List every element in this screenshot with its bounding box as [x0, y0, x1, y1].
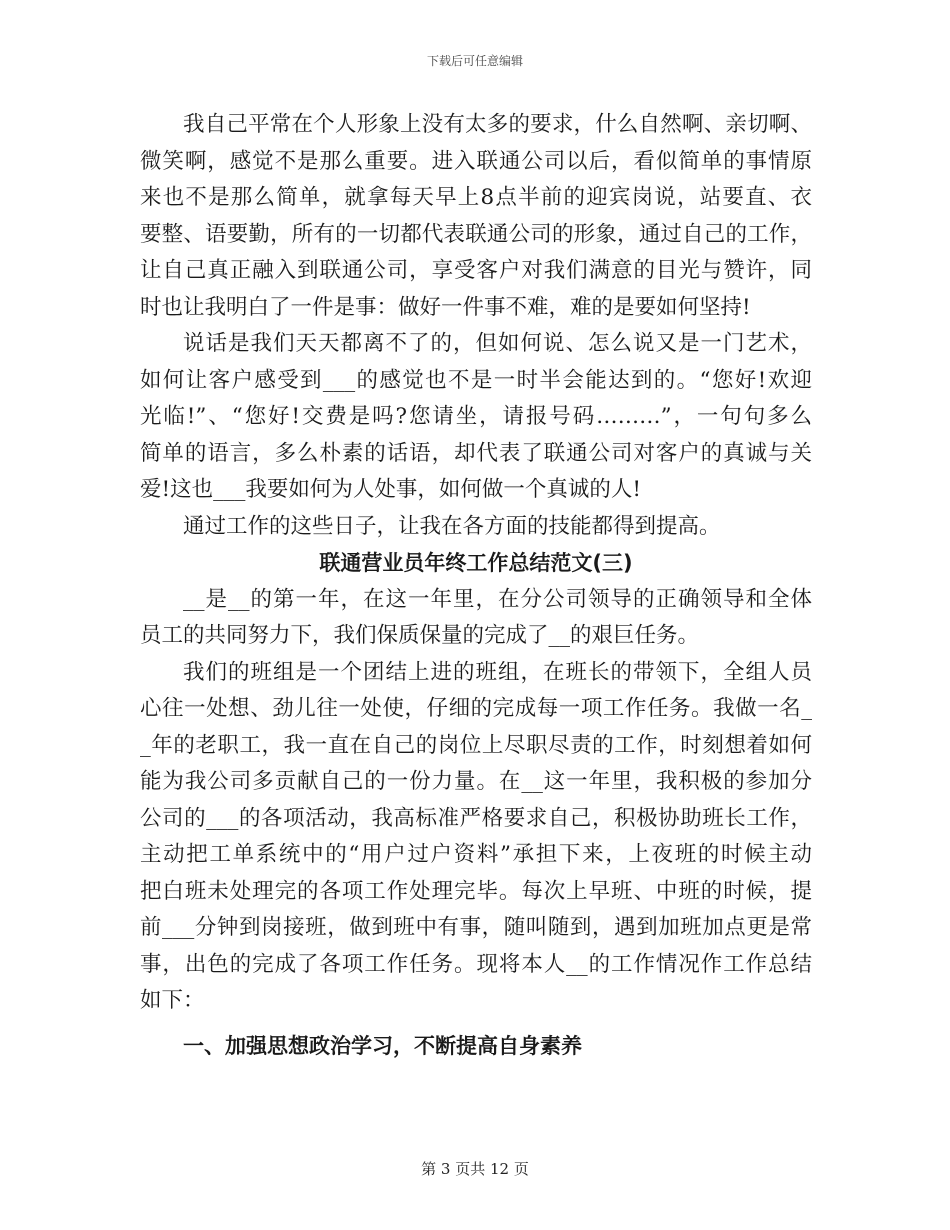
text-line: 说话是我们天天都离不了的，但如何说、怎么说又是一门艺术，	[183, 331, 812, 356]
paragraph-3	[140, 509, 812, 546]
text-line: __是__的第一年，在这一年里，在分公司领导的正确领导和全体	[183, 586, 812, 612]
text-line: 员工的共同努力下，我们保质保量的完成了__的艰巨任务。	[140, 623, 700, 648]
text-line: 主动把工单系统中的“用户过户资料”承担下来，上夜班的时候主动	[140, 842, 812, 867]
text-line: 时也让我明白了一件是事：做好一件事不难，难的是要如何坚持!	[140, 294, 751, 320]
text-line: 我们的班组是一个团结上进的班组，在班长的带领下，全组人员	[183, 659, 812, 685]
text-line: 如下：	[140, 988, 205, 1013]
paragraph-1	[140, 107, 812, 326]
page-footer: 第 3 页共 12 页	[421, 1160, 529, 1178]
paragraph-2	[140, 326, 812, 509]
text-line: 事，出色的完成了各项工作任务。现将本人__的工作情况作工作总结	[140, 951, 812, 977]
page-header: 下载后可任意编辑	[426, 54, 523, 68]
paragraph-5	[140, 655, 812, 1020]
text-line: 要整、语要勤，所有的一切都代表联通公司的形象，通过自己的工作，	[140, 221, 812, 247]
document-body	[140, 107, 812, 1064]
text-line: 来也不是那么简单，就拿每天早上8点半前的迎宾岗说，站要直、衣	[140, 185, 812, 210]
text-line: 把白班未处理完的各项工作处理完毕。每次上早班、中班的时候，提	[140, 878, 812, 904]
text-line: 能为我公司多贡献自己的一份力量。在__这一年里，我积极的参加分	[140, 769, 812, 794]
text-line: 如何让客户感受到___的感觉也不是一时半会能达到的。“您好!欢迎	[140, 367, 812, 393]
text-line: 前___分钟到岗接班，做到班中有事，随叫随到，遇到加班加点更是常	[140, 915, 812, 940]
section-title: 联通营业员年终工作总结范文(三)	[319, 551, 633, 575]
text-line: _年的老职工，我一直在自己的岗位上尽职尽责的工作，时刻想着如何	[140, 732, 812, 758]
text-line: 简单的语言，多么朴素的话语，却代表了联通公司对客户的真诚与关	[140, 440, 812, 466]
text-line: 公司的___的各项活动，我高标准严格要求自己，积极协助班长工作，	[140, 805, 812, 831]
text-line: 通过工作的这些日子，让我在各方面的技能都得到提高。	[183, 513, 721, 539]
text-line: 爱!这也___我要如何为人处事，如何做一个真诚的人!	[140, 477, 642, 502]
text-line: 心往一处想、劲儿往一处使，仔细的完成每一项工作任务。我做一名_	[140, 696, 812, 721]
subheading: 一、加强思想政治学习，不断提高自身素养	[183, 1033, 582, 1058]
text-line: 让自己真正融入到联通公司，享受客户对我们满意的目光与赞许，同	[140, 258, 812, 283]
paragraph-4	[140, 582, 812, 655]
text-line: 我自己平常在个人形象上没有太多的要求，什么自然啊、亲切啊、	[183, 112, 812, 137]
text-line: 光临!”、“您好!交费是吗?您请坐，请报号码………”，一句句多么	[140, 404, 812, 429]
text-line: 微笑啊，感觉不是那么重要。进入联通公司以后，看似简单的事情原	[140, 148, 812, 174]
